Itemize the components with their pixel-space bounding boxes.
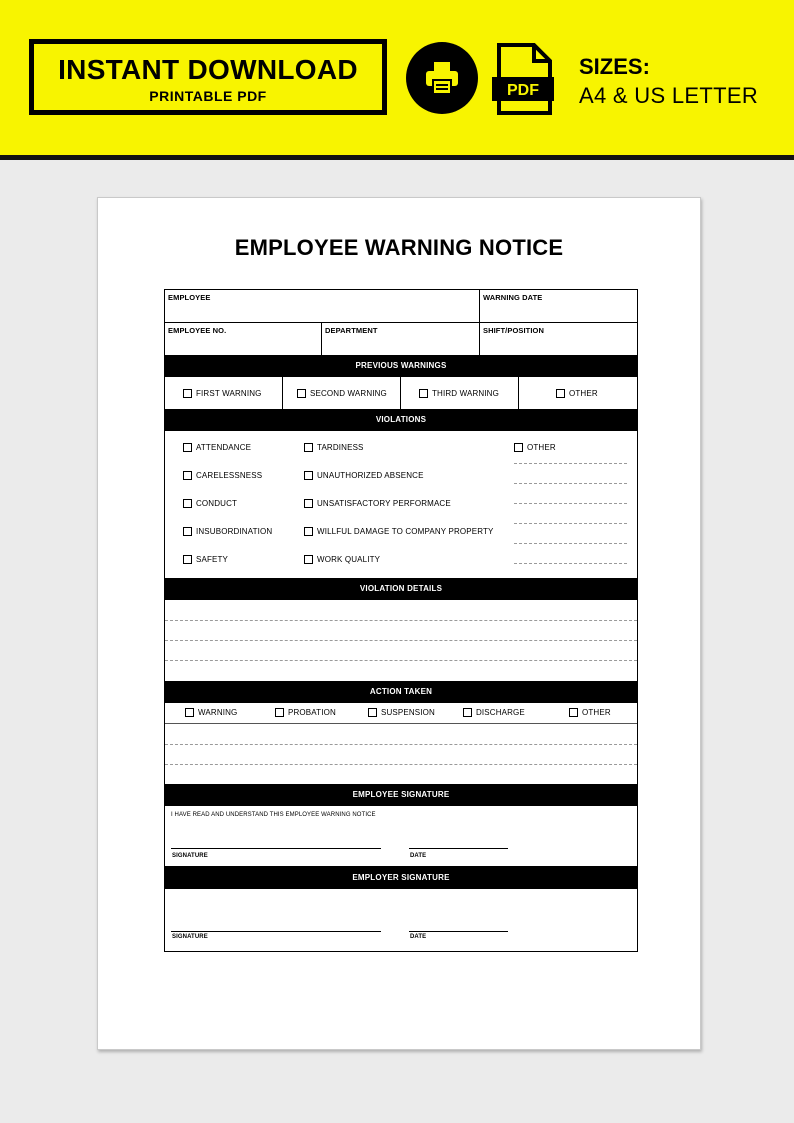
details-line [165,640,637,641]
download-title: INSTANT DOWNLOAD [58,54,358,85]
checkbox-icon [304,443,313,452]
violation-safety-checkbox[interactable]: SAFETY [183,555,228,564]
checkbox-icon [419,389,428,398]
violation-work-quality-checkbox[interactable]: WORK QUALITY [304,555,380,564]
employee-signature-section [165,806,637,866]
violation-conduct-checkbox[interactable]: CONDUCT [183,499,237,508]
checkbox-icon [183,527,192,536]
action-warning-checkbox[interactable]: WARNING [185,708,237,717]
employer-date-label: DATE [410,934,427,940]
checkbox-icon [514,443,523,452]
checkbox-icon [304,471,313,480]
employer-signature-section [165,889,637,951]
action-other-checkbox[interactable]: OTHER [569,708,611,717]
employee-signature-label: SIGNATURE [172,853,208,859]
violation-tardiness-checkbox[interactable]: TARDINESS [304,443,364,452]
other-violation-line[interactable] [514,523,627,524]
action-taken-header: ACTION TAKEN [165,681,637,703]
checkbox-icon [368,708,377,717]
violation-other-checkbox[interactable]: OTHER [514,443,556,452]
department-field[interactable] [322,323,479,355]
violations-section [165,431,637,578]
pdf-badge-text: PDF [507,82,539,99]
checkbox-icon [297,389,306,398]
employee-label: EMPLOYEE [168,293,211,302]
checkbox-icon [183,471,192,480]
violation-unsatisfactory-performance-checkbox[interactable]: UNSATISFACTORY PERFORMACE [304,499,451,508]
sizes-label: SIZES: [579,54,650,79]
employee-field[interactable] [165,290,479,322]
other-violation-line[interactable] [514,563,627,564]
employer-date-line[interactable] [409,931,508,932]
other-violation-line[interactable] [514,543,627,544]
action-options-row [165,703,637,724]
employee-date-label: DATE [410,853,427,859]
checkbox-icon [304,555,313,564]
violation-details-header: VIOLATION DETAILS [165,578,637,600]
action-details-area[interactable] [165,724,637,784]
checkbox-icon [183,555,192,564]
paper-sheet [97,197,701,1050]
checkbox-icon [556,389,565,398]
checkbox-icon [183,443,192,452]
sizes-info [579,52,758,110]
checkbox-icon [185,708,194,717]
first-warning-checkbox[interactable]: FIRST WARNING [183,389,262,398]
checkbox-icon [463,708,472,717]
employer-signature-line[interactable] [171,931,381,932]
violation-willful-damage-checkbox[interactable]: WILLFUL DAMAGE TO COMPANY PROPERTY [304,527,494,536]
other-violation-line[interactable] [514,483,627,484]
employee-no-field[interactable] [165,323,321,355]
checkbox-icon [275,708,284,717]
violation-carelessness-checkbox[interactable]: CARELESSNESS [183,471,262,480]
employee-no-label: EMPLOYEE NO. [168,326,227,335]
second-warning-checkbox[interactable]: SECOND WARNING [297,389,387,398]
employer-signature-header: EMPLOYER SIGNATURE [165,866,637,889]
checkbox-icon [569,708,578,717]
acknowledgement-text: I HAVE READ AND UNDERSTAND THIS EMPLOYEE WARNING NOTICE [171,812,376,818]
document-title: EMPLOYEE WARNING NOTICE [234,235,564,260]
checkbox-icon [183,499,192,508]
checkbox-icon [304,499,313,508]
shift-position-field[interactable] [480,323,637,355]
action-probation-checkbox[interactable]: PROBATION [275,708,336,717]
banner-divider [0,155,794,160]
details-line [165,660,637,661]
checkbox-icon [183,389,192,398]
previous-warnings-row [165,377,637,409]
violation-details-area[interactable] [165,600,637,681]
action-suspension-checkbox[interactable]: SUSPENSION [368,708,435,717]
employee-signature-header: EMPLOYEE SIGNATURE [165,784,637,806]
third-warning-checkbox[interactable]: THIRD WARNING [419,389,499,398]
checkbox-icon [304,527,313,536]
pdf-file-icon [492,42,562,121]
warning-date-label: WARNING DATE [483,293,543,302]
form-row-2 [165,323,637,355]
warning-form [164,289,638,952]
instant-download-box [29,39,387,115]
employer-signature-label: SIGNATURE [172,934,208,940]
action-details-line [165,744,637,745]
violation-attendance-checkbox[interactable]: ATTENDANCE [183,443,251,452]
shift-position-label: SHIFT/POSITION [483,326,544,335]
violations-header: VIOLATIONS [165,409,637,431]
employee-date-line[interactable] [409,848,508,849]
action-discharge-checkbox[interactable]: DISCHARGE [463,708,525,717]
other-violation-line[interactable] [514,463,627,464]
details-line [165,620,637,621]
department-label: DEPARTMENT [325,326,378,335]
download-subtitle: PRINTABLE PDF [149,88,267,104]
form-row-1 [165,290,637,322]
action-details-line [165,764,637,765]
violation-unauthorized-absence-checkbox[interactable]: UNAUTHORIZED ABSENCE [304,471,424,480]
warning-date-field[interactable] [480,290,637,322]
other-warning-checkbox[interactable]: OTHER [556,389,598,398]
sizes-value: A4 & US LETTER [579,83,759,108]
previous-warnings-header: PREVIOUS WARNINGS [165,355,637,377]
employee-signature-line[interactable] [171,848,381,849]
promo-banner [0,0,794,155]
other-violation-line[interactable] [514,503,627,504]
printer-icon [406,42,478,114]
violation-insubordination-checkbox[interactable]: INSUBORDINATION [183,527,272,536]
